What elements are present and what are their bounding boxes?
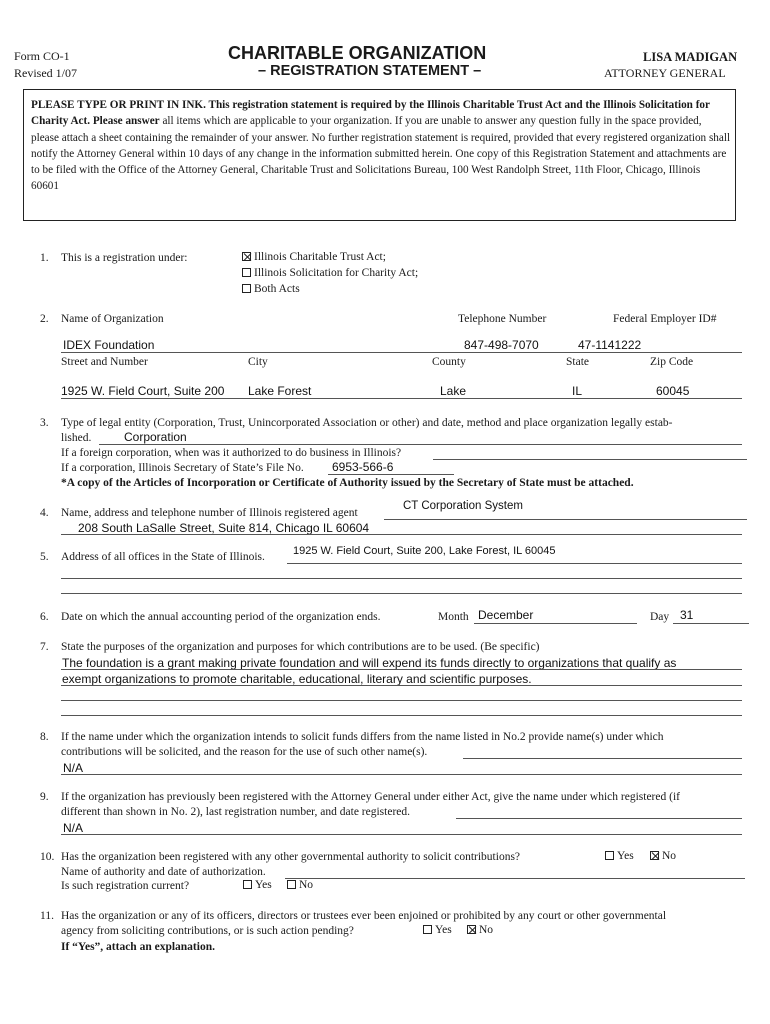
q1-option-trust-act[interactable]: Illinois Charitable Trust Act; <box>242 251 386 263</box>
purposes-field-line1[interactable]: The foundation is a grant making private foundation and will expend its funds directly to organizations that qualify as <box>62 656 677 670</box>
county-label: County <box>432 356 466 368</box>
purposes-line-1 <box>61 669 742 670</box>
authority-field[interactable] <box>285 878 745 879</box>
current-label: Is such registration current? <box>61 880 190 892</box>
zip-label: Zip Code <box>650 356 694 368</box>
form-subtitle: – REGISTRATION STATEMENT – <box>258 63 482 79</box>
street-label: Street and Number <box>61 356 148 368</box>
agent-name-field[interactable]: CT Corporation System <box>403 500 523 512</box>
q2-org-name-label: Name of Organization <box>61 313 164 325</box>
prior-registration-field[interactable]: N/A <box>63 821 84 835</box>
current-yes-option[interactable]: Yes <box>243 879 272 891</box>
month-line <box>474 623 637 624</box>
q5-number: 5. <box>40 551 49 563</box>
street-field[interactable]: 1925 W. Field Court, Suite 200 <box>61 384 225 398</box>
q3-label: Type of legal entity (Corporation, Trust, Unincorporated Association or other) and date, method and place organization legally estab- <box>61 417 673 429</box>
sos-file-line <box>328 474 454 475</box>
purposes-line-2 <box>61 685 742 686</box>
official-title: ATTORNEY GENERAL <box>604 66 726 80</box>
q9-label-cont: different than shown in No. 2), last registration number, and date registered. <box>61 806 411 818</box>
month-label: Month <box>438 611 469 623</box>
q11-label: Has the organization or any of its officers, directors or trustees ever been enjoined or prohibited by any court or other governmental <box>61 910 667 922</box>
agent-address-line <box>61 534 742 535</box>
q1-label: This is a registration under: <box>61 252 188 264</box>
agent-address-field[interactable]: 208 South LaSalle Street, Suite 814, Chicago IL 60604 <box>78 521 370 535</box>
q9-number: 9. <box>40 791 49 803</box>
solicit-name-field[interactable]: N/A <box>63 761 84 775</box>
purposes-field-line2[interactable]: exempt organizations to promote charitable, educational, literary and scientific purposes. <box>62 672 532 686</box>
county-field[interactable]: Lake <box>440 384 467 398</box>
q2-phone-label: Telephone Number <box>458 313 547 325</box>
checkbox-icon[interactable] <box>242 268 251 277</box>
solicit-name-line-2 <box>61 774 742 775</box>
articles-note: *A copy of the Articles of Incorporation or Certificate of Authority issued by the Secretary of State must be attached. <box>61 477 634 489</box>
foreign-corp-field[interactable] <box>433 459 747 460</box>
offices-field[interactable]: 1925 W. Field Court, Suite 200, Lake Forest, IL 60045 <box>293 545 556 557</box>
checkbox-checked-icon[interactable] <box>650 851 659 860</box>
zip-field[interactable]: 60045 <box>656 384 690 398</box>
day-line <box>673 623 749 624</box>
fein-field[interactable]: 47-1141222 <box>578 338 642 352</box>
offices-line-2[interactable] <box>61 578 742 579</box>
prior-registration-line-1[interactable] <box>456 818 742 819</box>
q11-number: 11. <box>40 910 54 922</box>
legal-entity-line <box>99 444 742 445</box>
state-field[interactable]: IL <box>572 384 583 398</box>
offices-line-3[interactable] <box>61 593 742 594</box>
q1-option-both-acts[interactable]: Both Acts <box>242 283 300 295</box>
checkbox-icon[interactable] <box>287 880 296 889</box>
q5-label: Address of all offices in the State of Illinois. <box>61 551 265 563</box>
agent-name-line <box>384 519 747 520</box>
q11-label-cont: agency from soliciting contributions, or is such action pending? <box>61 925 354 937</box>
form-title: CHARITABLE ORGANIZATION <box>228 43 487 63</box>
q10-number: 10. <box>40 851 55 863</box>
q1-number: 1. <box>40 252 49 264</box>
q11-no-option[interactable]: No <box>467 924 493 936</box>
day-label: Day <box>650 611 670 623</box>
q8-number: 8. <box>40 731 49 743</box>
checkbox-icon[interactable] <box>242 284 251 293</box>
phone-field[interactable]: 847-498-7070 <box>464 338 539 352</box>
q10-no-option[interactable]: No <box>650 850 676 862</box>
q8-label-cont: contributions will be solicited, and the reason for the use of such other name(s). <box>61 746 428 758</box>
city-field[interactable]: Lake Forest <box>248 384 312 398</box>
current-no-option[interactable]: No <box>287 879 313 891</box>
checkbox-icon[interactable] <box>423 925 432 934</box>
org-line <box>61 352 742 353</box>
city-label: City <box>248 356 268 368</box>
checkbox-icon[interactable] <box>243 880 252 889</box>
purposes-line-3[interactable] <box>61 700 742 701</box>
sos-file-field[interactable]: 6953-566-6 <box>332 460 394 474</box>
purposes-line-4[interactable] <box>61 715 742 716</box>
revision-date: Revised 1/07 <box>14 66 77 80</box>
q10-yes-option[interactable]: Yes <box>605 850 634 862</box>
q2-fein-label: Federal Employer ID# <box>613 313 717 325</box>
q9-label: If the organization has previously been registered with the Attorney General under either Act, give the name under which registered (if <box>61 791 680 803</box>
solicit-name-line-1[interactable] <box>463 758 742 759</box>
q3-number: 3. <box>40 417 49 429</box>
checkbox-checked-icon[interactable] <box>242 252 251 261</box>
checkbox-icon[interactable] <box>605 851 614 860</box>
q6-label: Date on which the annual accounting period of the organization ends. <box>61 611 381 623</box>
address-line <box>61 398 742 399</box>
foreign-corp-label: If a foreign corporation, when was it authorized to do business in Illinois? <box>61 447 402 459</box>
checkbox-checked-icon[interactable] <box>467 925 476 934</box>
day-field[interactable]: 31 <box>680 608 694 622</box>
q11-note: If “Yes”, attach an explanation. <box>61 941 215 953</box>
prior-registration-line-2 <box>61 834 742 835</box>
org-name-field[interactable]: IDEX Foundation <box>63 338 155 352</box>
instructions-body: all items which are applicable to your organization. If you are unable to answer any question fully in the space provided, please attach a sheet containing the remainder of your answer. No further registration statement is required, provided that every registered organization shall notify the Attorney General within 10 days of any change in the information submitted herein. One copy of this Registration Statement and attachments are to be filed with the Office of the Attorney General, Charitable Trust and Solicitations Bureau, 100 West Randolph Street, 11th Floor, Chicago, Illinois 60601 <box>31 115 731 193</box>
q7-label: State the purposes of the organization and purposes for which contributions are to be used. (Be specific) <box>61 641 540 653</box>
instructions-lead: PLEASE TYPE OR PRINT IN INK. This registration statement is required by the Illinois Charitable Trust Act and the Illinois Solicitation for Charity Act. Please answer <box>31 99 710 128</box>
official-name: LISA MADIGAN <box>643 50 738 64</box>
q1-option-solicitation-act[interactable]: Illinois Solicitation for Charity Act; <box>242 267 418 279</box>
sos-file-label: If a corporation, Illinois Secretary of State’s File No. <box>61 462 304 474</box>
form-id: Form CO-1 <box>14 49 70 63</box>
q4-label: Name, address and telephone number of Illinois registered agent <box>61 507 358 519</box>
authority-label: Name of authority and date of authorization. <box>61 866 266 878</box>
q4-number: 4. <box>40 507 49 519</box>
q2-number: 2. <box>40 313 49 325</box>
q6-number: 6. <box>40 611 49 623</box>
q11-yes-option[interactable]: Yes <box>423 924 452 936</box>
offices-line-1 <box>287 563 742 564</box>
q8-label: If the name under which the organization intends to solicit funds differs from the name listed in No.2 provide name(s) under which <box>61 731 664 743</box>
q10-label: Has the organization been registered with any other governmental authority to solicit contributions? <box>61 851 521 863</box>
q7-number: 7. <box>40 641 49 653</box>
instructions-text <box>31 97 731 195</box>
state-label: State <box>566 356 589 368</box>
q3-label-cont: lished. <box>61 432 92 444</box>
month-field[interactable]: December <box>478 608 534 622</box>
legal-entity-field[interactable]: Corporation <box>124 430 187 444</box>
